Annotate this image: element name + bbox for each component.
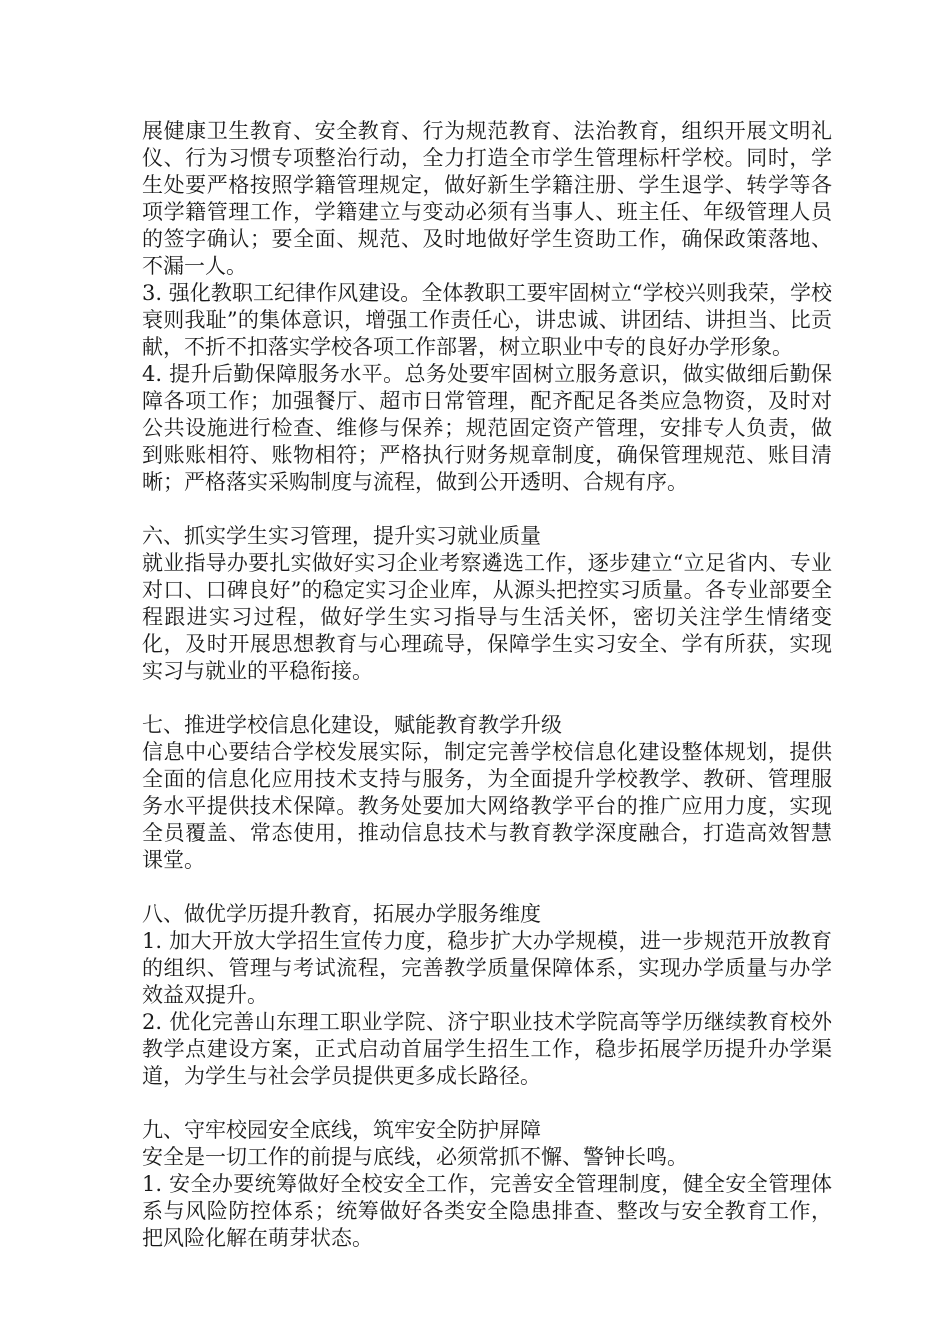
section8-heading: 八、做优学历提升教育，拓展办学服务维度 xyxy=(142,902,541,926)
section6-body: 就业指导办要扎实做好实习企业考察遴选工作，逐步建立“立足省内、专业对口、口碑良好”的稳定实习企业库，从源头把控实习质量。各专业部要全程跟进实习过程，做好学生实习指导与生活关怀，密切关注学生情绪变化，及时开展思想教育与心理疏导，保障学生实习安全、学有所获，实现实习与就业的平稳衔接。 xyxy=(142,551,832,683)
section7-body: 信息中心要结合学校发展实际，制定完善学校信息化建设整体规划，提供全面的信息化应用技术支持与服务，为全面提升学校教学、教研、管理服务水平提供技术保障。教务处要加大网络教学平台的推广应用力度，实现全员覆盖、常态使用，推动信息技术与教育教学深度融合，打造高效智慧课堂。 xyxy=(142,740,832,872)
section6-heading: 六、抓实学生实习管理，提升实习就业质量 xyxy=(142,524,541,548)
section9-item-1: 1. 安全办要统筹做好全校安全工作，完善安全管理制度，健全安全管理体系与风险防控体系；统筹做好各类安全隐患排查、整改与安全教育工作，把风险化解在萌芽状态。 xyxy=(142,1172,832,1250)
section5-intro-continuation: 展健康卫生教育、安全教育、行为规范教育、法治教育，组织开展文明礼仪、行为习惯专项整治行动，全力打造全市学生管理标杆学校。同时，学生处要严格按照学籍管理规定，做好新生学籍注册、学生退学、转学等各项学籍管理工作，学籍建立与变动必须有当事人、班主任、年级管理人员的签字确认；要全面、规范、及时地做好学生资助工作，确保政策落地、不漏一人。 xyxy=(142,119,832,278)
section5-item-3: 3. 强化教职工纪律作风建设。全体教职工要牢固树立“学校兴则我荣，学校衰则我耻”的集体意识，增强工作责任心，讲忠诚、讲团结、讲担当、比贡献，不折不扣落实学校各项工作部署，树立职业中专的良好办学形象。 xyxy=(142,281,832,359)
section5-item-4: 4. 提升后勤保障服务水平。总务处要牢固树立服务意识，做实做细后勤保障各项工作；加强餐厅、超市日常管理，配齐配足各类应急物资，及时对公共设施进行检查、维修与保养；规范固定资产管理，安排专人负责，做到账账相符、账物相符；严格执行财务规章制度，确保管理规范、账目清晰；严格落实采购制度与流程，做到公开透明、合规有序。 xyxy=(142,362,832,494)
section9-heading: 九、守牢校园安全底线，筑牢安全防护屏障 xyxy=(142,1118,541,1142)
document-page xyxy=(142,118,832,1252)
section8-item-2: 2. 优化完善山东理工职业学院、济宁职业技术学院高等学历继续教育校外教学点建设方案，正式启动首届学生招生工作，稳步拓展学历提升办学渠道，为学生与社会学员提供更多成长路径。 xyxy=(142,1010,832,1088)
section9-intro: 安全是一切工作的前提与底线，必须常抓不懈、警钟长鸣。 xyxy=(142,1145,688,1169)
section8-item-1: 1. 加大开放大学招生宣传力度，稳步扩大办学规模，进一步规范开放教育的组织、管理与考试流程，完善教学质量保障体系，实现办学质量与办学效益双提升。 xyxy=(142,929,832,1007)
section7-heading: 七、推进学校信息化建设，赋能教育教学升级 xyxy=(142,713,562,737)
